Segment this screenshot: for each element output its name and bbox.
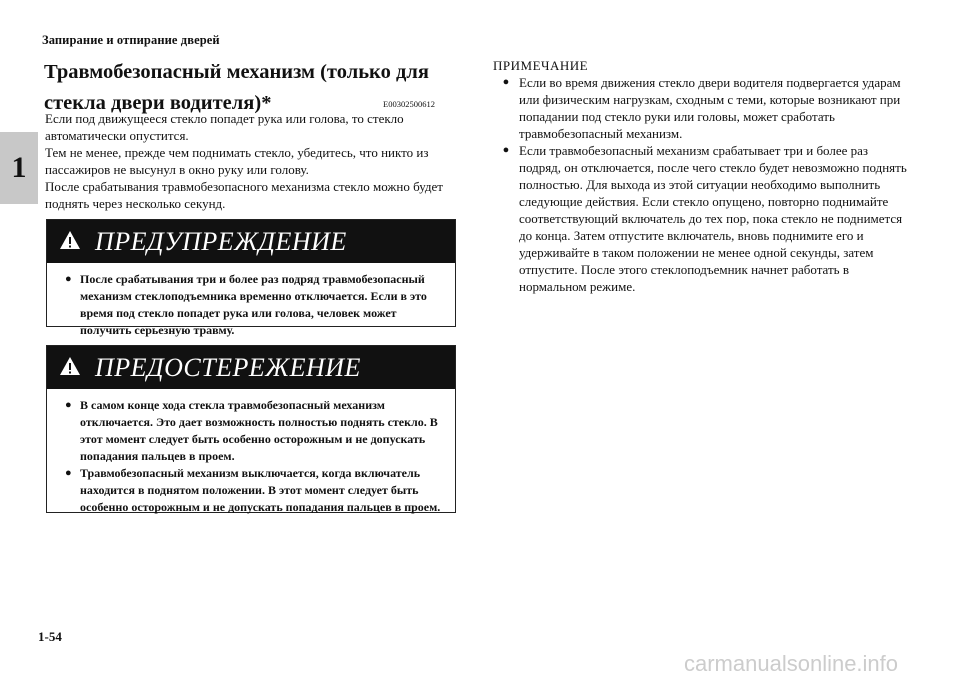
bullet-icon: ● <box>65 273 72 285</box>
intro-paragraph: Тем не менее, прежде чем поднимать стекло, убедитесь, что никто из пассажиров не высунул в окно руку или голову. <box>45 145 429 177</box>
caution-body <box>47 389 455 522</box>
list-item <box>65 397 443 465</box>
caution-header <box>47 346 455 389</box>
bullet-icon: ● <box>65 399 72 411</box>
bullet-icon: ● <box>502 76 510 88</box>
running-header: Запирание и отпирание дверей <box>42 33 220 47</box>
caution-box <box>46 345 456 513</box>
intro-paragraph: Если под движущееся стекло попадет рука или голова, то стекло автоматически опустится. <box>45 111 404 143</box>
bullet-icon: ● <box>65 467 72 479</box>
intro-text <box>45 110 465 212</box>
list-item-text: Травмобезопасный механизм выключается, когда включатель находится в поднятом положении. В этот момент следует быть особенно осторожным и не допускать попадания пальцев в проем. <box>80 466 441 514</box>
warning-triangle-icon <box>59 356 81 376</box>
list-item-text: После срабатывания три и более раз подряд травмобезопасный механизм стеклоподъемника временно отключается. Если в это время под стекло попадет рука или голова, человек может получить серьезную травму. <box>80 272 427 337</box>
warning-title: ПРЕДУПРЕЖДЕНИЕ <box>95 226 347 256</box>
warning-header <box>47 220 455 263</box>
note-section <box>493 57 913 295</box>
warning-triangle-icon <box>59 230 81 250</box>
bullet-icon: ● <box>502 144 510 156</box>
list-item <box>493 142 913 295</box>
watermark: carmanualsonline.info <box>684 651 899 676</box>
warning-box <box>46 219 456 337</box>
note-title: ПРИМЕЧАНИЕ <box>493 58 589 73</box>
list-item-text: Если травмобезопасный механизм срабатывает три и более раз подряд, он отключается, после чего стекло будет невозможно поднять полностью. Для выхода из этой ситуации необходимо выполнить следующие действия. Если стекло опущено, повторно поднимайте соответствующий включатель до тех пор, пока стекло не поднимется до конца. Затем отпустите включатель, вновь поднимите его и удерживайте в таком положении не менее одной секунды, затем отпустите. После этого стеклоподъемник начнет работать в нормальном режиме. <box>519 143 907 294</box>
list-item <box>493 74 913 142</box>
list-item-text: В самом конце хода стекла травмобезопасный механизм отключается. Это дает возможность полностью поднять стекло. В этот момент следует быть особенно осторожным и не допускать попадания пальцев в проем. <box>80 398 438 463</box>
chapter-number: 1 <box>11 151 27 184</box>
page-number: 1-54 <box>38 629 62 644</box>
intro-paragraph: После срабатывания травмобезопасного механизма стекло можно будет поднять через несколько секунд. <box>45 179 443 211</box>
section-code: E00302500612 <box>383 99 435 109</box>
caution-title: ПРЕДОСТЕРЕЖЕНИЕ <box>95 352 361 382</box>
list-item <box>65 465 443 516</box>
list-item-text: Если во время движения стекло двери водителя подвергается ударам или физическим нагрузкам, сходным с теми, которые возникают при попадании под стекло руки или головы, может сработать травмобезопасный механизм. <box>519 75 901 141</box>
section-title: Травмобезопасный механизм (только для стекла двери водителя)* <box>44 61 429 114</box>
warning-body <box>47 263 455 345</box>
chapter-tab <box>0 132 38 204</box>
list-item <box>65 271 443 339</box>
